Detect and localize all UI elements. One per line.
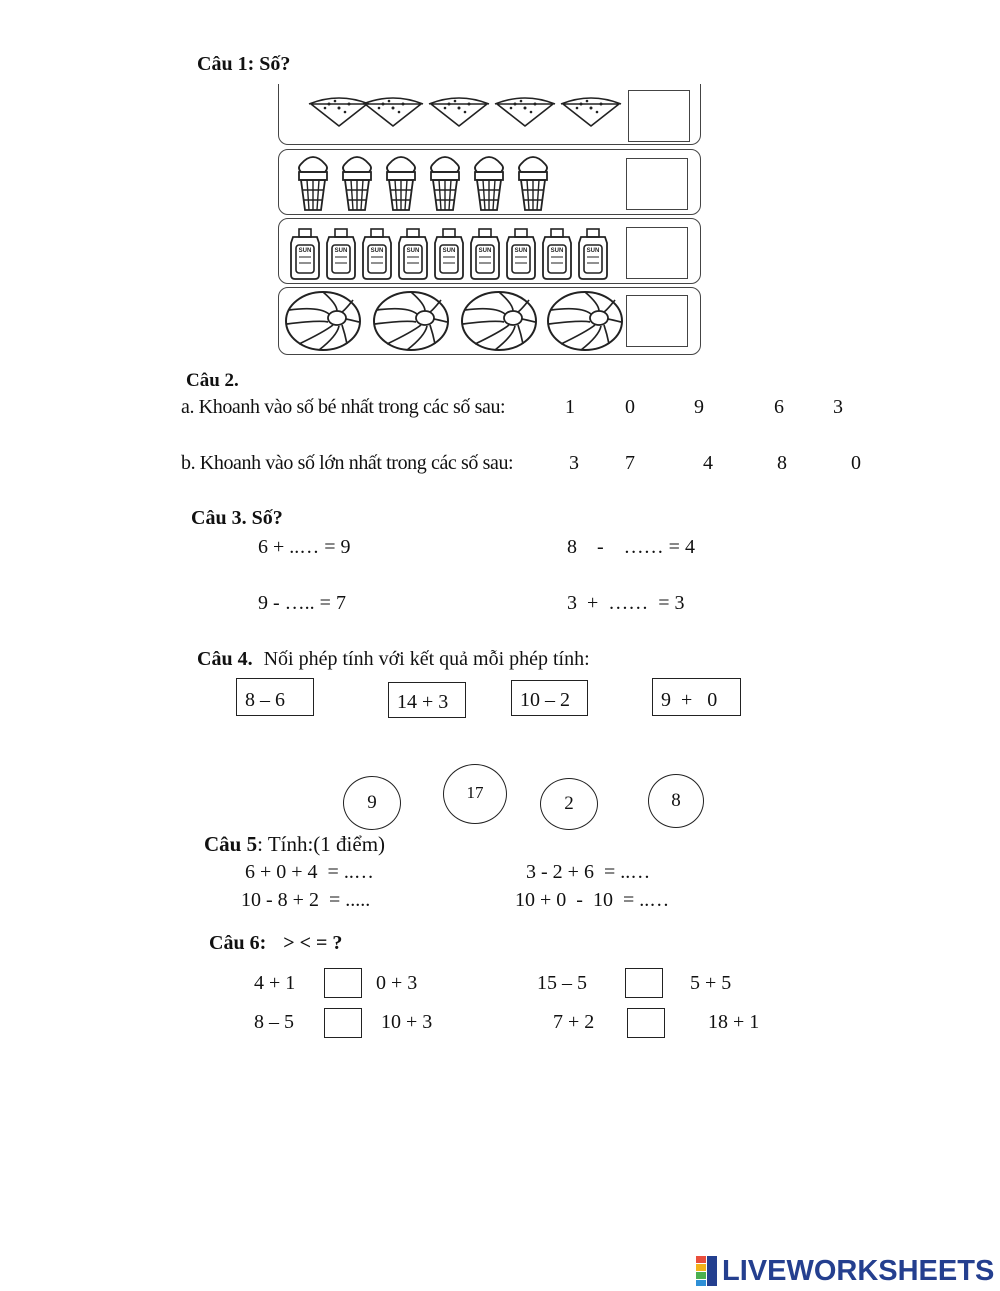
q2a-number[interactable]: 6 [774, 396, 784, 418]
q3-item[interactable]: 3 + …… = 3 [567, 592, 685, 614]
q4-expression-box[interactable] [388, 682, 466, 718]
q1-row-sunscreen [278, 218, 701, 284]
q6-compare-box[interactable] [324, 1008, 362, 1038]
q6-left: 8 – 5 [254, 1011, 294, 1033]
q4-expression: 14 + 3 [397, 691, 449, 713]
q6-right: 18 + 1 [708, 1011, 760, 1033]
q3-item[interactable]: 9 - ….. = 7 [258, 592, 346, 614]
q4-result: 17 [466, 783, 484, 802]
q6-left: 15 – 5 [537, 972, 587, 994]
liveworksheets-wordmark: LIVEWORKSHEETS [722, 1254, 995, 1287]
q5-item[interactable]: 3 - 2 + 6 = ..… [526, 861, 651, 883]
q6-left: 7 + 2 [553, 1011, 595, 1033]
svg-text:SUN: SUN [298, 248, 312, 254]
q2a-number[interactable]: 0 [625, 396, 635, 418]
q2b-text: b. Khoanh vào số lớn nhất trong các số sau: [181, 452, 514, 474]
q1-row-ice-cream [278, 149, 701, 215]
q2a-text: a. Khoanh vào số bé nhất trong các số sau: [181, 396, 506, 418]
q4-expression: 8 – 6 [245, 689, 285, 711]
q6-left: 4 + 1 [254, 972, 296, 994]
q2a-number[interactable]: 9 [694, 396, 704, 418]
q4-expression-box[interactable] [236, 678, 314, 716]
q2b-number[interactable]: 4 [703, 452, 713, 474]
q5-item[interactable]: 10 + 0 - 10 = ..… [515, 889, 670, 911]
q1-row-beach-ball [278, 287, 701, 355]
q4-result-circle[interactable] [540, 778, 598, 830]
q6-compare-box[interactable] [324, 968, 362, 998]
q1-heading: Câu 1: Số? [197, 53, 291, 75]
q2a-number[interactable]: 1 [565, 396, 575, 418]
q1-answer-box-1[interactable] [628, 90, 690, 142]
q6-right: 0 + 3 [376, 972, 418, 994]
q4-result-circle[interactable] [443, 764, 507, 824]
q4-result: 9 [367, 792, 377, 813]
q5-heading: Câu 5 [204, 832, 258, 856]
q1-answer-box-3[interactable] [626, 227, 688, 279]
q4-instruction: Nối phép tính với kết quả mỗi phép tính: [263, 648, 590, 670]
q6-heading: Câu 6: [209, 932, 267, 954]
q1-row-watermelon [278, 84, 701, 145]
q1-answer-box-4[interactable] [626, 295, 688, 347]
q6-compare-box[interactable] [627, 1008, 665, 1038]
q4-result-circle[interactable] [648, 774, 704, 828]
beach-ball-icon [286, 292, 360, 350]
q5-heading-rest: : Tính:(1 điểm) [257, 832, 386, 856]
q4-title [197, 648, 590, 671]
q6-right: 5 + 5 [690, 972, 732, 994]
q5-title [204, 832, 385, 857]
sunscreen-bottle-icon [291, 229, 319, 279]
q6-title [209, 932, 342, 955]
q4-expression-box[interactable] [511, 680, 588, 716]
q5-item[interactable]: 10 - 8 + 2 = ..... [241, 889, 371, 911]
ice-cream-icon [299, 157, 327, 210]
q1-answer-box-2[interactable] [626, 158, 688, 210]
q4-result: 2 [564, 793, 574, 814]
q3-heading: Câu 3. Số? [191, 507, 283, 529]
q6-right: 10 + 3 [381, 1011, 433, 1033]
q2b-number[interactable]: 7 [625, 452, 635, 474]
q3-item[interactable]: 8 - …… = 4 [567, 536, 695, 558]
q6-heading-rest: > < = ? [283, 932, 343, 954]
watermelon-icon [309, 98, 369, 126]
q2b-number[interactable]: 0 [851, 452, 861, 474]
q3-item[interactable]: 6 + ..… = 9 [258, 536, 351, 558]
q2a-number[interactable]: 3 [833, 396, 843, 418]
liveworksheets-logo [696, 1254, 994, 1288]
q4-result-circle[interactable] [343, 776, 401, 830]
q2b-number[interactable]: 8 [777, 452, 787, 474]
q2b-number[interactable]: 3 [569, 452, 579, 474]
q6-compare-box[interactable] [625, 968, 663, 998]
q4-expression: 9 + 0 [661, 689, 718, 711]
q4-expression-box[interactable] [652, 678, 741, 716]
q2-heading: Câu 2. [186, 370, 239, 391]
q5-item[interactable]: 6 + 0 + 4 = ..… [245, 861, 374, 883]
q4-result: 8 [671, 790, 681, 811]
q4-heading: Câu 4. [197, 648, 253, 670]
q4-expression: 10 – 2 [520, 689, 570, 711]
liveworksheets-logo-icon [696, 1256, 718, 1286]
